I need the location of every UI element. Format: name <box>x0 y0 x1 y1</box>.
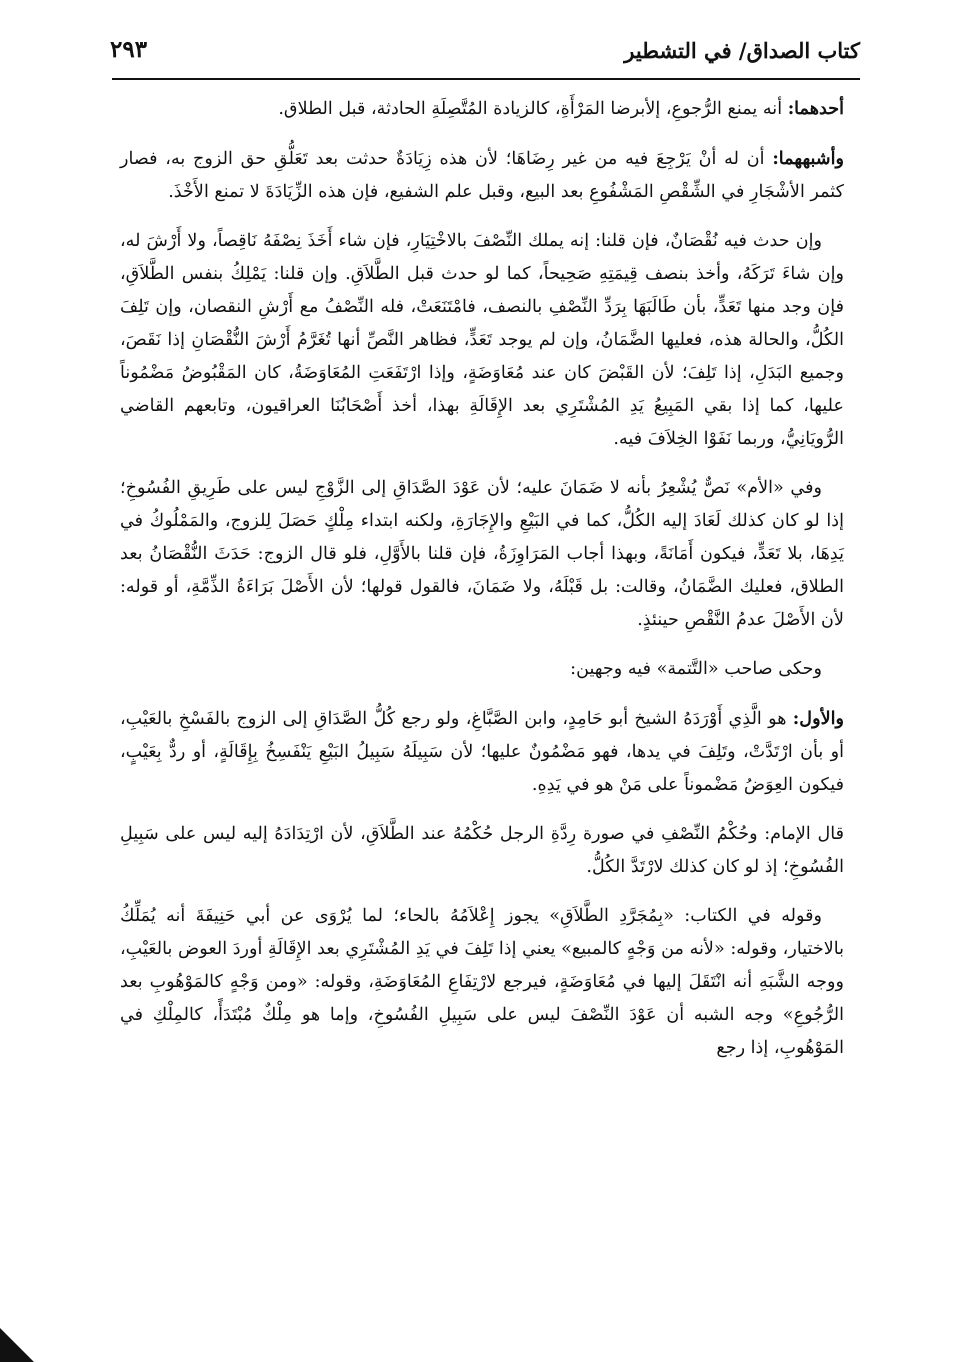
paragraph-text: أنه يمنع الرُّجوعِ، إلأبرضا المَرْأَةِ، كالزيادة المُتَّصِلَةِ الحادثة، قبل الطلاق. <box>278 99 788 119</box>
paragraph-imam <box>120 818 844 884</box>
paragraph-first-view <box>120 92 844 126</box>
scan-corner-mark <box>0 1328 34 1362</box>
paragraph-first-aspect <box>120 702 844 802</box>
paragraph-commentary <box>120 900 844 1065</box>
body-text <box>120 92 844 1081</box>
paragraph-text: أن له أنْ يَرْجِعَ فيه من غير رِضَاهَا؛ لأن هذه زِيَادَةٌ حدثت بعد تَعَلُّقِ حق الزوج به، فصار كثمر الأشْجَارِ في الشِّقْصِ المَشْفُوعِ بعد البيع، وقبل علم الشفيع، فإن هذه الزِّيَادَةَ لا تمنع الأَخْذَ. <box>120 149 844 202</box>
header-divider <box>112 78 860 80</box>
paragraph-text: وإن حدث فيه نُقْصَانٌ، فإن قلنا: إنه يملك النِّصْفَ بالاخْتِيَارِ، فإن شاء أَخَذَ نِصْفَهُ نَاقِصاً، ولا أَرْشَ له، وإن شاءَ تَرَكَهُ، وأخذ بنصف قِيمَتِهِ صَحِيحاً، كما لو حدث قبل الطَّلاَقِ. وإن قلنا: يَمْلِكُ بنفس الطَّلاَقِ، فإن وجد منها تَعَدٍّ، بأن طَالَبَهَا بِرَدِّ النِّصْفِ بالنصف، فامْتَنَعَتْ، فله النِّصْفُ مع أَرْشِ النقصان، وإن تَلِفَ الكُلُّ، والحالة هذه، فعليها الضَّمَانُ، وإن لم يوجد تَعَدٍّ، فظاهر النَّصِّ أنها تُغَرَّمُ أَرْشَ النُّقْصَانِ إذا نَقَصَ، وجميع البَدَلِ، إذا تَلِفَ؛ لأن القَبْضَ كان عند مُعَاوَضَةٍ، وإذا ارْتَفَعَتِ المُعَاوَضَةُ، كان المَقْبُوضُ مَضْمُوناً عليها، كما إذا بقي المَبِيعُ يَدِ المُشْتَرِي بعد الإِقَالَةِ بهذا، أخذ أَصْحَابُنَا العراقيون، وتابعهم القاضي الرُّويَانِيُّ، وربما نَفَوْا الخِلاَفَ فيه. <box>120 231 844 449</box>
page-number: ٢٩٣ <box>110 36 148 63</box>
paragraph-lead: وأشبههما: <box>772 148 844 169</box>
paragraph-lead: والأول: <box>792 708 844 729</box>
paragraph-text: وفي «الأم» نَصٌّ يُشْعِرُ بأنه لا ضَمَانَ عليه؛ لأن عَوْدَ الصَّدَاقِ إلى الزَّوْجِ ليس على طَرِيقِ الفُسُوخِ؛ إذا لو كان كذلك لَعَادَ إليه الكُلُّ، كما في البَيْعِ والإِجَارَةِ، ولكنه ابتداء مِلْكٍ حَصَلَ لِلزوج، والمَمْلُوكُ في يَدِهَا، بلا تَعَدٍّ، فيكون أَمَانَةً، وبهذا أجاب المَرَاوِزَةُ، فإن قلنا بالأَوَّلِ، فلو قال الزوج: حَدَثَ النُّقْصَانُ بعد الطلاق، فعليك الضَّمَانُ، وقالت: بل قَبْلَهُ، ولا ضَمَانَ، فالقول قولها؛ لأن الأَصْلَ بَرَاءَةُ الذِّمَّةِ، أو قوله: لأن الأَصْلَ عدمُ النَّقْصِ حينئذٍ. <box>120 478 844 630</box>
paragraph-text: وقوله في الكتاب: «بِمُجَرَّدِ الطَّلاَقِ» يجوز إِعْلاَمُهُ بالحاء؛ لما يُرْوَى عن أبي حَنِيفَةَ أنه يُمَلِّكُ بالاختيار، وقوله: «لأنه من وَجْهٍ كالمبيع» يعني إذا تَلِفَ في يَدِ المُشْتَرِي بعد الإِقَالَةِ أوردَ العوض بالعَيْبِ، ووجه الشَّبَهِ أنه انْتَقَلَ إليها في مُعَاوَضَةٍ، فيرجع لارْتِفَاعِ المُعَاوَضَةِ، وقوله: «ومن وَجْهٍ كالمَوْهُوبِ بعد الرُّجُوعِ» وجه الشبه أن عَوْدَ النِّصْفَ ليس على سَبِيلِ الفُسُوخِ، وإما هو مِلْكٌ مُبْتَدَأً، كالمِلْكِ في المَوْهُوبِ، إذا رجع <box>120 906 844 1058</box>
paragraph-tatimma <box>120 653 844 686</box>
paragraph-text: قال الإمام: وحُكْمُ النِّصْفِ في صورة رِدَّةِ الرجل حُكْمُهُ عند الطَّلاَقِ، لأن ارْتِدَادَهُ إليه ليس على سَبِيلِ الفُسُوخِ؛ إذ لو كان كذلك لارْتَدَّ الكُلُّ. <box>120 824 844 877</box>
paragraph-text: وحكى صاحب «التَّتمة» فيه وجهين: <box>570 659 822 679</box>
paragraph-text: هو الَّذِي أَوْرَدَهُ الشيخ أبو حَامِدٍ، وابن الصَّبَّاغِ، ولو رجع كُلُّ الصَّدَاقِ إلى الزوج بالفَسْخِ بالعَيْبِ، أو بأن ارْتَدَّتْ، وتَلِفَ في يدها، فهو مَضْمُونٌ عليها؛ لأن سَبِيلَهُ سَبِيلُ البَيْعِ يَنْفَسِخُ بِإِقَالَةٍ، أو ردٌّ بِعَيْبٍ، فيكون العِوَضُ مَضْموناً على مَنْ هو في يَدِهِ. <box>120 709 844 795</box>
page-header <box>110 34 860 74</box>
paragraph-al-umm <box>120 472 844 637</box>
paragraph-deficiency <box>120 225 844 456</box>
paragraph-more-similar-view <box>120 142 844 209</box>
paragraph-lead: أحدهما: <box>787 98 844 119</box>
running-title: كتاب الصداق/ في التشطير <box>624 38 860 63</box>
